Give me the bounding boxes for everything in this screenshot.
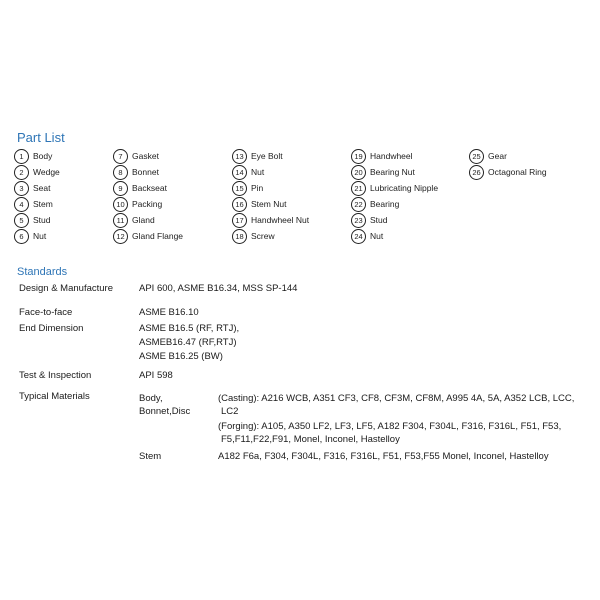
forging-materials: F5,F11,F22,F91, Monel, Inconel, Hastelloy [221,434,400,445]
part-list-column [351,148,471,244]
part-name: Body [33,151,53,161]
part-number-circle: 17 [232,213,247,228]
part-item [232,148,352,164]
part-number-circle: 23 [351,213,366,228]
part-number-circle: 18 [232,229,247,244]
part-name: Nut [251,167,265,177]
part-item [232,212,352,228]
part-name: Gear [488,151,507,161]
part-name: Handwheel Nut [251,215,310,225]
face-to-face-label: Face-to-face [19,307,73,318]
part-item [351,148,471,164]
part-number-circle: 8 [113,165,128,180]
part-number-circle: 11 [113,213,128,228]
part-item [469,148,589,164]
part-number-circle: 16 [232,197,247,212]
part-item [351,164,471,180]
part-item [232,196,352,212]
part-list-column [232,148,352,244]
part-number-circle: 25 [469,149,484,164]
face-to-face-value: ASME B16.10 [139,307,199,318]
part-number-circle: 12 [113,229,128,244]
body-bonnet-disc-label: Body, [139,393,163,404]
part-item [113,164,233,180]
end-dimension-line: ASMEB16.47 (RF,RTJ) [139,337,237,348]
part-number-circle: 1 [14,149,29,164]
part-name: Bearing Nut [370,167,415,177]
test-inspection-label: Test & Inspection [19,370,92,381]
part-name: Wedge [33,167,60,177]
stem-label: Stem [139,451,162,462]
part-number-circle: 9 [113,181,128,196]
part-number-circle: 7 [113,149,128,164]
part-item [351,212,471,228]
part-item [113,196,233,212]
end-dimension-label: End Dimension [19,323,84,334]
part-name: Stud [370,215,388,225]
end-dimension-line: ASME B16.5 (RF, RTJ), [139,323,240,334]
part-name: Nut [370,231,384,241]
part-item [351,180,471,196]
part-item [113,148,233,164]
part-list-column [469,148,589,180]
forging-materials: (Forging): A105, A350 LF2, LF3, LF5, A182 F304, F304L, F316, F316L, F51, F53, [218,421,562,432]
part-number-circle: 13 [232,149,247,164]
part-item [232,228,352,244]
part-number-circle: 3 [14,181,29,196]
part-name: Gasket [132,151,159,161]
part-number-circle: 24 [351,229,366,244]
part-number-circle: 4 [14,197,29,212]
part-name: Bearing [370,199,400,209]
design-label: Design & Manufacture [19,283,113,294]
part-name: Nut [33,231,47,241]
part-number-circle: 26 [469,165,484,180]
part-name: Stem Nut [251,199,287,209]
part-item [469,164,589,180]
casting-materials: LC2 [221,406,239,417]
part-name: Lubricating Nipple [370,183,439,193]
part-name: Seat [33,183,51,193]
part-name: Eye Bolt [251,151,283,161]
part-item [232,180,352,196]
part-number-circle: 20 [351,165,366,180]
test-inspection-value: API 598 [139,370,173,381]
part-number-circle: 5 [14,213,29,228]
stem-materials: A182 F6a, F304, F304L, F316, F316L, F51, F53,F55 Monel, Inconel, Hastelloy [218,451,549,462]
part-name: Octagonal Ring [488,167,547,177]
part-item [351,196,471,212]
part-number-circle: 22 [351,197,366,212]
part-number-circle: 15 [232,181,247,196]
part-name: Gland [132,215,155,225]
part-number-circle: 14 [232,165,247,180]
body-bonnet-disc-label: Bonnet,Disc [139,406,191,417]
part-name: Gland Flange [132,231,184,241]
part-item [351,228,471,244]
part-number-circle: 21 [351,181,366,196]
design-value: API 600, ASME B16.34, MSS SP-144 [139,283,298,294]
part-name: Packing [132,199,163,209]
part-list-title: Part List [17,130,65,145]
standards-title: Standards [17,266,68,278]
end-dimension-line: ASME B16.25 (BW) [139,351,223,362]
part-item [113,212,233,228]
part-name: Screw [251,231,275,241]
part-item [113,228,233,244]
part-list-column [113,148,233,244]
part-name: Stem [33,199,53,209]
part-number-circle: 19 [351,149,366,164]
part-name: Stud [33,215,51,225]
part-item [232,164,352,180]
part-item [113,180,233,196]
part-name: Pin [251,183,264,193]
part-number-circle: 6 [14,229,29,244]
part-name: Handwheel [370,151,413,161]
part-number-circle: 2 [14,165,29,180]
typical-materials-label: Typical Materials [19,391,90,402]
part-name: Backseat [132,183,167,193]
part-name: Bonnet [132,167,159,177]
casting-materials: (Casting): A216 WCB, A351 CF3, CF8, CF3M, CF8M, A995 4A, 5A, A352 LCB, LCC, [218,393,575,404]
part-number-circle: 10 [113,197,128,212]
